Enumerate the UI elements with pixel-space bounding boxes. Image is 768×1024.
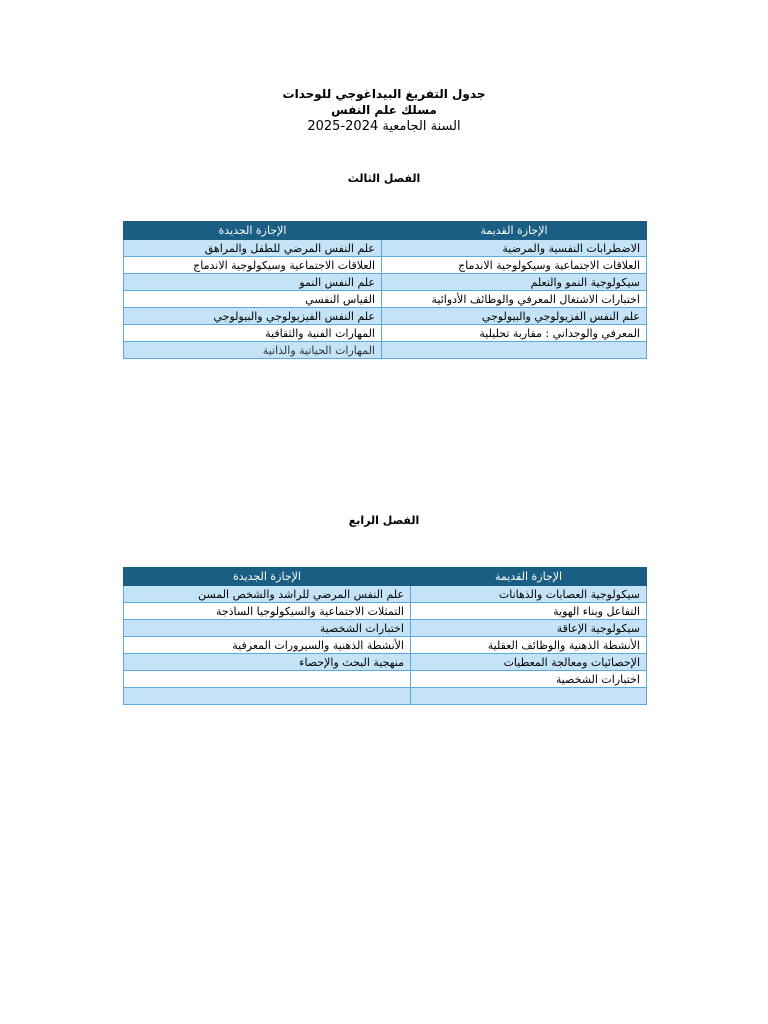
- table-row: [124, 325, 647, 342]
- cell-new: التمثلات الاجتماعية والسيكولوجيا الساذجة: [124, 603, 411, 620]
- cell-old: [382, 342, 647, 359]
- semester4-table: [123, 567, 647, 705]
- cell-old: سيكولوجية النمو والتعلم: [382, 274, 647, 291]
- cell-new: علم النفس المرضي للطفل والمراهق: [124, 240, 382, 257]
- program-name: مسلك علم النفس: [331, 103, 437, 117]
- cell-new: الأنشطة الذهنية والسيرورات المعرفية: [124, 637, 411, 654]
- table-row: [124, 654, 647, 671]
- semester4-title: الفصل الرابع: [348, 514, 420, 527]
- cell-new: علم النفس الفيزيولوجي والبيولوجي: [124, 308, 382, 325]
- column-header-new: الإجازة الجديدة: [124, 222, 382, 240]
- table-row: [124, 308, 647, 325]
- cell-new: [124, 688, 411, 705]
- table-header-row: [124, 222, 647, 240]
- cell-new: المهارات الحياتية والذاتية: [124, 342, 382, 359]
- cell-new: علم النفس المرضي للراشد والشخص المسن: [124, 586, 411, 603]
- academic-year: السنة الجامعية 2024-2025: [307, 119, 461, 134]
- table-row: [124, 620, 647, 637]
- cell-old: اختبارات الشخصية: [411, 671, 647, 688]
- table-row: [124, 586, 647, 603]
- cell-old: الإحصائيات ومعالجة المعطيات: [411, 654, 647, 671]
- cell-old: التفاعل وبناء الهوية: [411, 603, 647, 620]
- cell-old: العلاقات الاجتماعية وسيكولوجية الاندماج: [382, 257, 647, 274]
- cell-old: [411, 688, 647, 705]
- cell-old: الأنشطة الذهنية والوظائف العقلية: [411, 637, 647, 654]
- cell-new: علم النفس النمو: [124, 274, 382, 291]
- table-row: [124, 671, 647, 688]
- table-row: [124, 257, 647, 274]
- cell-new: المهارات الفنية والثقافية: [124, 325, 382, 342]
- cell-old: الاضطرابات النفسية والمرضية: [382, 240, 647, 257]
- cell-old: سيكولوجية العصابات والذهانات: [411, 586, 647, 603]
- document-header: [0, 86, 768, 135]
- semester3-table: [123, 221, 647, 359]
- cell-new: القياس النفسي: [124, 291, 382, 308]
- cell-new: اختبارات الشخصية: [124, 620, 411, 637]
- table-header-row: [124, 568, 647, 586]
- table-row: [124, 342, 647, 359]
- cell-old: سيكولوجية الإعاقة: [411, 620, 647, 637]
- semester3-title: الفصل الثالث: [347, 172, 421, 185]
- table-row: [124, 688, 647, 705]
- cell-new: [124, 671, 411, 688]
- cell-old: المعرفي والوجداني : مقاربة تحليلية: [382, 325, 647, 342]
- table-row: [124, 291, 647, 308]
- table-row: [124, 274, 647, 291]
- cell-old: علم النفس الفزيولوجي والبيولوجي: [382, 308, 647, 325]
- column-header-old: الإجازة القديمة: [411, 568, 647, 586]
- column-header-old: الإجازة القديمة: [382, 222, 647, 240]
- cell-new: منهجية البحث والإحصاء: [124, 654, 411, 671]
- document-title: جدول التفريغ البيداغوجي للوحدات: [282, 87, 486, 101]
- table-row: [124, 240, 647, 257]
- table-row: [124, 637, 647, 654]
- cell-old: اختبارات الاشتغال المعرفي والوظائف الأدوائية: [382, 291, 647, 308]
- table-row: [124, 603, 647, 620]
- cell-new: العلاقات الاجتماعية وسيكولوجية الاندماج: [124, 257, 382, 274]
- column-header-new: الإجازة الجديدة: [124, 568, 411, 586]
